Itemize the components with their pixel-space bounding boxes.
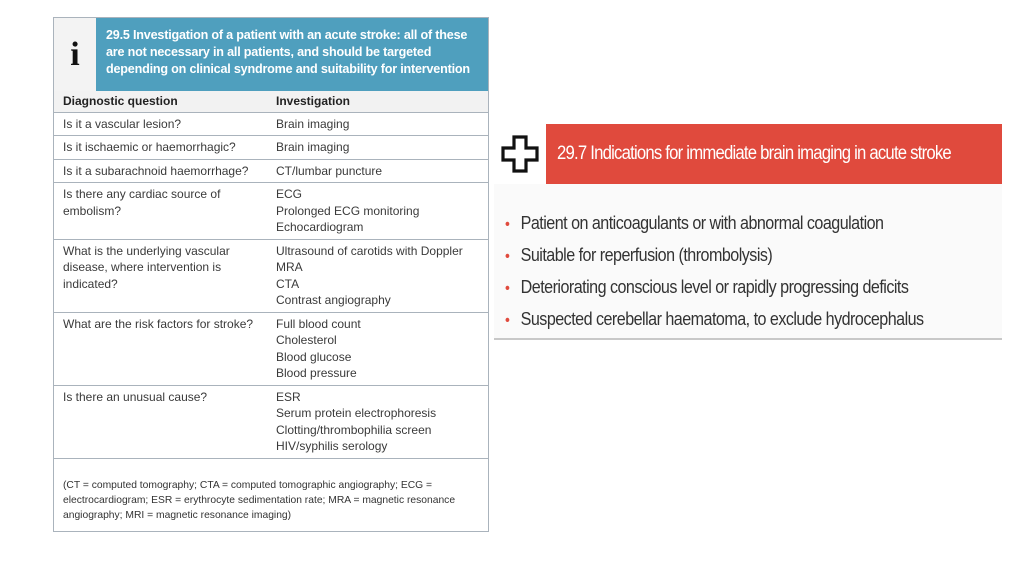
- investigation-item: Ultrasound of carotids with Doppler: [276, 243, 463, 258]
- investigation-table-box: [53, 17, 489, 532]
- table-row: [54, 136, 488, 160]
- info-icon-glyph: i: [70, 35, 80, 73]
- investigation-item: Prolonged ECG monitoring: [276, 203, 420, 218]
- investigation-cell: [267, 239, 488, 312]
- investigation-item: ECG: [276, 187, 303, 201]
- investigation-cell: [267, 159, 488, 183]
- bullet-icon: •: [505, 312, 510, 329]
- diagnostic-question-cell: Is there any cardiac source of embolism?: [54, 183, 267, 240]
- diagnostic-question-cell: Is it a vascular lesion?: [54, 112, 267, 136]
- diagnostic-question-cell: Is there an unusual cause?: [54, 385, 267, 458]
- bullet-icon: •: [505, 216, 510, 233]
- investigation-table: [54, 91, 488, 459]
- investigation-item: Serum protein electrophoresis: [276, 406, 437, 420]
- indications-title-bar: [546, 124, 1002, 184]
- investigation-item: Blood glucose: [276, 349, 352, 364]
- table-row: [54, 159, 488, 183]
- investigation-item: Full blood count: [276, 316, 361, 331]
- investigation-item: Contrast angiography: [276, 293, 391, 307]
- list-item-text: Suspected cerebellar haematoma, to exclude hydrocephalus: [520, 308, 924, 329]
- investigation-item: Blood pressure: [276, 366, 357, 380]
- table-title: 29.5 Investigation of a patient with an acute stroke: all of these are not necessary in all patients, and should be targeted depending on clinical syndrome and suitability for intervention: [106, 28, 470, 76]
- investigation-item: Clotting/thrombophilia screen: [276, 422, 432, 437]
- investigation-item: CTA: [276, 276, 300, 291]
- diagnostic-question-cell: What are the risk factors for stroke?: [54, 312, 267, 385]
- table-row: [54, 183, 488, 240]
- investigation-item: Brain imaging: [276, 140, 350, 154]
- investigation-cell: [267, 385, 488, 458]
- investigation-item: MRA: [276, 260, 303, 274]
- table-row: [54, 385, 488, 458]
- investigation-item: ESR: [276, 389, 301, 404]
- list-item: [505, 240, 924, 272]
- list-item-text: Suitable for reperfusion (thrombolysis): [520, 244, 773, 265]
- table-header-row: [54, 91, 488, 112]
- investigation-item: Brain imaging: [276, 116, 350, 131]
- cross-icon: [494, 124, 546, 184]
- table-row: [54, 112, 488, 136]
- indications-box: [494, 124, 1002, 340]
- investigation-cell: [267, 136, 488, 160]
- info-icon: [54, 18, 96, 91]
- indications-title: 29.7 Indications for immediate brain imaging in acute stroke: [557, 143, 951, 164]
- diagnostic-question-cell: Is it ischaemic or haemorrhagic?: [54, 136, 267, 160]
- investigation-item: HIV/syphilis serology: [276, 439, 388, 453]
- investigation-cell: [267, 112, 488, 136]
- diagnostic-question-cell: What is the underlying vascular disease, where intervention is indicated?: [54, 239, 267, 312]
- column-header-investigation: Investigation: [267, 91, 488, 112]
- table-title-bar: [96, 18, 488, 91]
- bullet-icon: •: [505, 248, 510, 265]
- table-box-header: [54, 18, 488, 91]
- list-item-text: Patient on anticoagulants or with abnormal coagulation: [520, 212, 884, 233]
- investigation-cell: [267, 183, 488, 240]
- list-item: [505, 208, 924, 240]
- list-item: [505, 304, 924, 336]
- indications-list: [505, 208, 986, 336]
- investigation-cell: [267, 312, 488, 385]
- table-row: [54, 239, 488, 312]
- investigation-item: Cholesterol: [276, 333, 337, 347]
- investigation-item: Echocardiogram: [276, 220, 364, 234]
- table-row: [54, 312, 488, 385]
- list-item-text: Deteriorating conscious level or rapidly progressing deficits: [520, 276, 909, 297]
- table-footnote: (CT = computed tomography; CTA = computed tomographic angiography; ECG = electrocardiogram; ESR = erythrocyte sedimentation rate; MRA = magnetic resonance angiography; MRI = magnetic resonance imaging): [63, 480, 456, 521]
- list-item: [505, 272, 924, 304]
- column-header-question: Diagnostic question: [54, 91, 267, 112]
- diagnostic-question-cell: Is it a subarachnoid haemorrhage?: [54, 159, 267, 183]
- bullet-icon: •: [505, 280, 510, 297]
- investigation-item: CT/lumbar puncture: [276, 163, 383, 178]
